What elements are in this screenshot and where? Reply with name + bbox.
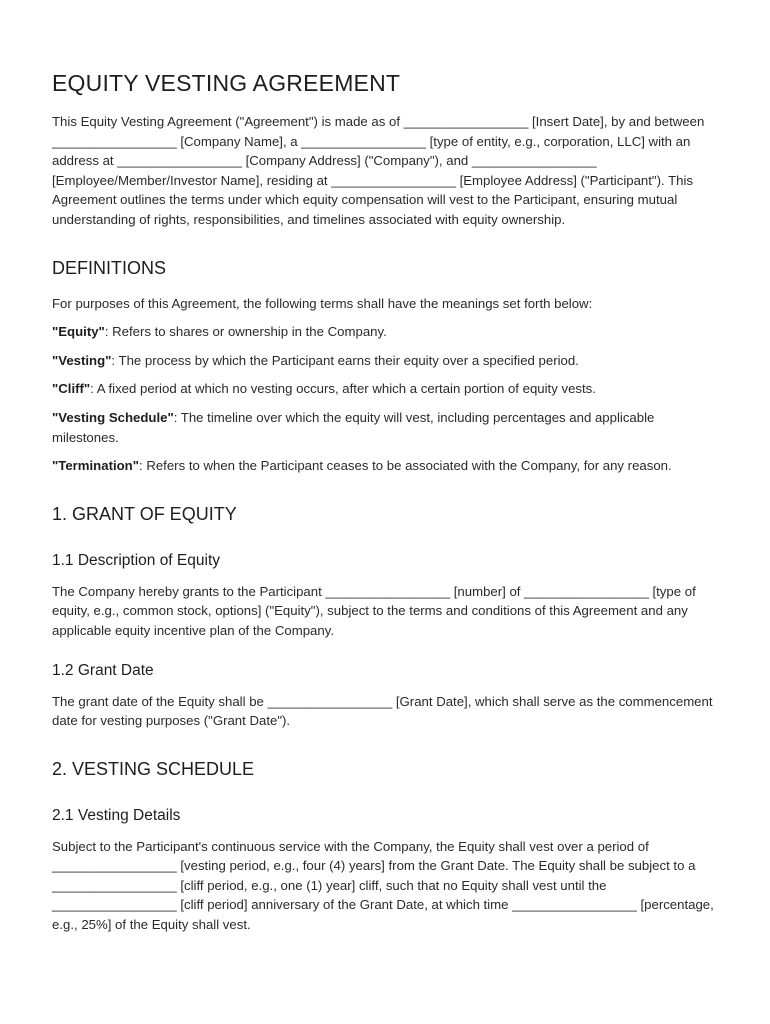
section-2-1-heading: 2.1 Vesting Details: [52, 806, 181, 824]
definition-text: : The timeline over which the equity will vest, including percentages and applicable milestones.: [52, 409, 655, 445]
definition-item: [52, 456, 720, 476]
definition-text: : The process by which the Participant earns their equity over a specified period.: [111, 352, 579, 368]
section-1-2-heading: 1.2 Grant Date: [52, 661, 154, 679]
definition-text: : Refers to shares or ownership in the Company.: [104, 324, 387, 340]
definition-term: "Vesting Schedule": [52, 409, 174, 425]
definition-term: "Equity": [52, 324, 105, 340]
definition-item: [52, 322, 720, 342]
definition-term: "Cliff": [52, 381, 91, 397]
intro-paragraph: This Equity Vesting Agreement ("Agreement") is made as of _________________ [Insert Date], by and between _________________ [Company Name], a _________________ [type of entity, e.g., corporation, LLC] with an address at _________________ [Company Address] ("Company"), and _________________ [Employee/Member/Investor Name], residing at _________________ [Employee Address] ("Participant"). This Agreement outlines the terms under which equity compensation will vest to the Participant, ensuring mutual understanding of rights, responsibilities, and timelines associated with equity ownership.: [52, 114, 705, 227]
definition-text: : A fixed period at which no vesting occurs, after which a certain portion of equity vests.: [90, 381, 596, 397]
definition-item: [52, 351, 720, 371]
definition-term: "Vesting": [52, 352, 112, 368]
section-1-1-text: The Company hereby grants to the Participant _________________ [number] of _________________ [type of equity, e.g., common stock, options] ("Equity"), subject to the terms and conditions of this Agreement and any applicable equity incentive plan of the Company.: [52, 583, 696, 638]
definition-item: [52, 408, 720, 447]
definitions-heading: DEFINITIONS: [52, 257, 167, 278]
section-2-1-text: Subject to the Participant's continuous service with the Company, the Equity shall vest over a period of _________________ [vesting period, e.g., four (4) years] from the Grant Date. The Equity shall be subject to a _________________ [cliff period, e.g., one (1) year] cliff, such that no Equity shall vest until the _________________ [cliff period] anniversary of the Grant Date, at which time _________________ [percentage, e.g., 25%] of the Equity shall vest.: [52, 838, 714, 933]
definition-term: "Termination": [52, 458, 139, 474]
section-1-heading: 1. GRANT OF EQUITY: [52, 503, 237, 524]
section-2-heading: 2. VESTING SCHEDULE: [52, 758, 255, 779]
document-title: EQUITY VESTING AGREEMENT: [52, 70, 401, 96]
definition-text: : Refers to when the Participant ceases to be associated with the Company, for any reason.: [139, 458, 672, 474]
definition-item: [52, 379, 720, 399]
section-1-1-heading: 1.1 Description of Equity: [52, 551, 221, 569]
definitions-lead: For purposes of this Agreement, the following terms shall have the meanings set forth below:: [52, 295, 593, 311]
section-1-2-text: The grant date of the Equity shall be _________________ [Grant Date], which shall serve as the commencement date for vesting purposes ("Grant Date").: [52, 693, 713, 729]
